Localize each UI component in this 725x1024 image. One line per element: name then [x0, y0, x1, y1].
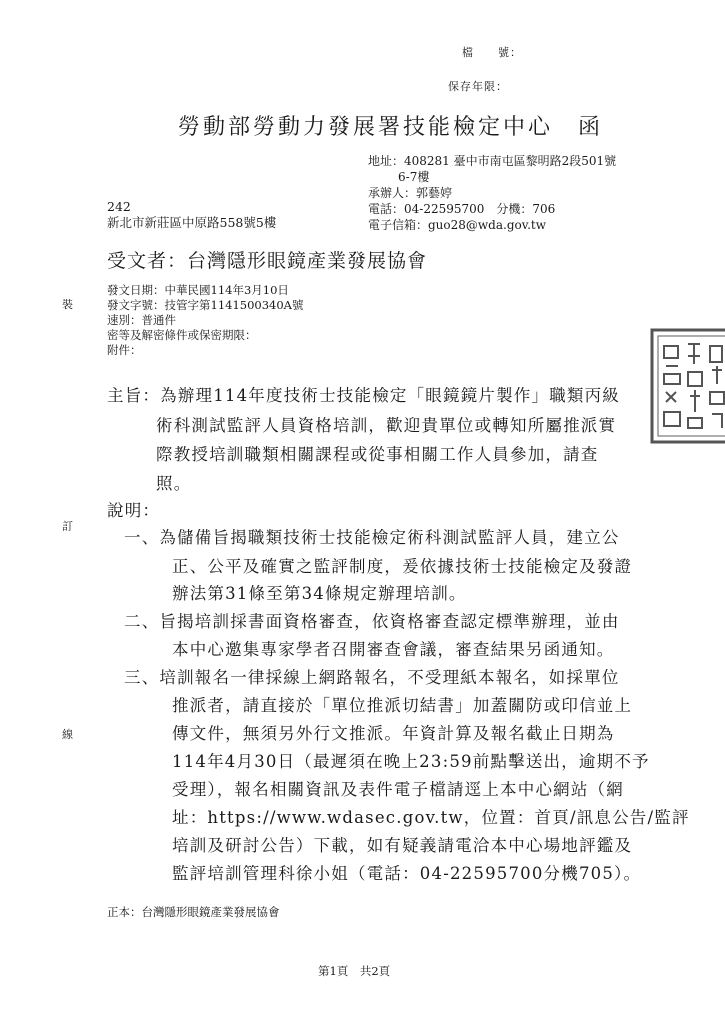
- item-3-line-6: 址：https://www.wdasec.gov.tw，位置：首頁/訊息公告/監評: [172, 808, 690, 827]
- subject-line-3: 際教授培訓職類相關課程或從事相關工作人員參加，請查: [156, 445, 599, 464]
- sender-phone: 電話：04-22595700 分機：706: [368, 202, 556, 216]
- subject-line-1: 主旨：為辦理114年度技術士技能檢定「眼鏡鏡片製作」職類丙級: [107, 386, 620, 405]
- official-seal-stamp: [648, 326, 725, 446]
- subject-line-4: 照。: [156, 474, 192, 493]
- recipient-postal-code: 242: [107, 199, 131, 214]
- document-title: 勞動部勞動力發展署技能檢定中心 函: [178, 115, 604, 140]
- file-number-label: 檔 號：: [462, 46, 522, 59]
- binding-mark-zhuang: 裝: [62, 298, 73, 311]
- item-1-line-3: 辦法第31條至第34條規定辦理培訓。: [172, 584, 467, 603]
- sender-address: 地址：408281 臺中市南屯區黎明路2段501號: [368, 154, 617, 168]
- original-recipient: 正本：台灣隱形眼鏡產業發展協會: [107, 905, 280, 919]
- item-3-line-4: 114年4月30日（最遲須在晚上23:59前點擊送出，逾期不予: [172, 752, 650, 771]
- issue-date: 發文日期：中華民國114年3月10日: [107, 283, 289, 297]
- item-3-line-8: 監評培訓管理科徐小姐（電話：04-22595700分機705）。: [172, 864, 642, 883]
- item-3-line-3: 傳文件，無須另外行文推派。年資計算及報名截止日期為: [172, 724, 615, 743]
- item-2-line-1: 二、旨揭培訓採書面資格審查，依資格審查認定標準辦理，並由: [124, 612, 620, 631]
- item-1-line-1: 一、為儲備旨揭職類技術士技能檢定術科測試監評人員，建立公: [124, 528, 620, 547]
- sender-contact: 承辦人：郭藝婷: [368, 186, 453, 200]
- binding-mark-xian: 線: [62, 728, 73, 741]
- secrecy-level: 密等及解密條件或保密期限：: [107, 328, 257, 342]
- item-1-line-2: 正、公平及確實之監評制度，爰依據技術士技能檢定及發證: [172, 557, 633, 576]
- item-3-line-5: 受理），報名相關資訊及表件電子檔請逕上本中心網站（網: [172, 780, 624, 799]
- item-3-line-1: 三、培訓報名一律採線上網路報名，不受理紙本報名，如採單位: [124, 668, 620, 687]
- document-number: 發文字號：技管字第1141500340A號: [107, 298, 304, 312]
- recipient-address: 新北市新莊區中原路558號5樓: [107, 215, 277, 230]
- attachment-label: 附件：: [107, 343, 142, 357]
- binding-mark-ding: 訂: [62, 520, 73, 533]
- item-3-line-2: 推派者，請直接於「單位推派切結書」加蓋關防或印信並上: [172, 696, 633, 715]
- page-number: 第1頁 共2頁: [318, 964, 391, 978]
- item-3-line-7: 培訓及研討公告）下載，如有疑義請電洽本中心場地評鑑及: [172, 836, 633, 855]
- sender-email: 電子信箱：guo28@wda.gov.tw: [368, 218, 546, 232]
- item-2-line-2: 本中心邀集專家學者召開審查會議，審查結果另函通知。: [172, 640, 615, 659]
- sender-address-cont: 6-7樓: [398, 170, 430, 184]
- subject-line-2: 術科測試監評人員資格培訓，歡迎貴單位或轉知所屬推派實: [156, 416, 617, 435]
- delivery-speed: 速別：普通件: [107, 313, 176, 327]
- retention-period-label: 保存年限：: [448, 80, 508, 93]
- explanation-label: 說明：: [107, 501, 161, 520]
- recipient-name: 受文者：台灣隱形眼鏡產業發展協會: [107, 250, 428, 272]
